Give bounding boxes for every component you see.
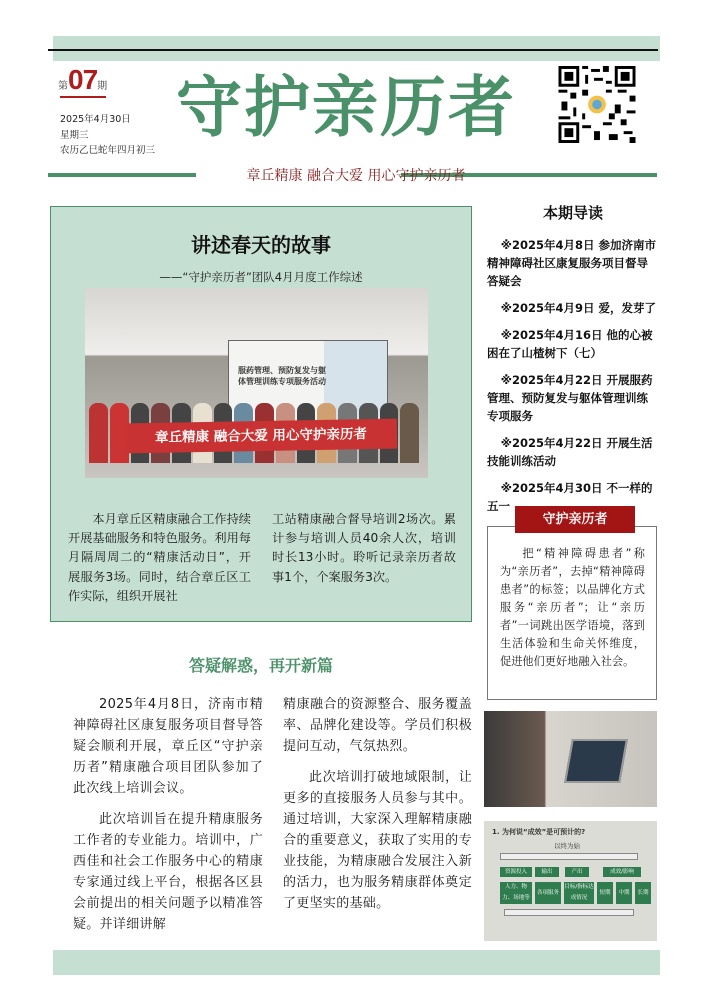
slogan-bar-left — [48, 173, 196, 177]
slide-box: 中期 — [616, 882, 632, 904]
issue-number — [58, 64, 107, 96]
group-photo — [85, 288, 428, 478]
slide-subtitle: 以终为始 — [554, 842, 580, 850]
red-banner: 章丘精康 融合大爱 用心守护亲历者 — [125, 419, 397, 454]
slogan: 章丘精康 融合大爱 用心守护亲历者 — [246, 168, 466, 184]
slide-box: 各项服务 — [535, 882, 561, 904]
lunar-date: 农历乙巳蛇年四月初三 — [60, 145, 156, 156]
definition-box — [487, 526, 657, 700]
article-paragraph: 2025年4月8日，济南市精神障碍社区康复服务项目督导答疑会顺利开展，章丘区“守护亲历者”精康融合项目团队参加了此次线上培训会议。 — [73, 697, 263, 796]
issue-underline — [60, 96, 106, 98]
lead-col-2: 工站精康融合督导培训2场次。累计参与培训人员40余人次，培训时长13小时。聆听记录亲历者故事1个，个案服务3次。 — [272, 512, 456, 584]
slide-box: 短期 — [597, 882, 613, 904]
article-paragraph: 此次培训旨在提升精康服务工作者的专业能力。培训中，广西佳和社会工作服务中心的精康专家通过线上平台，根据各区县会前提出的相关问题予以精准答疑。并详细讲解 — [73, 812, 263, 932]
arrow-left — [500, 853, 638, 860]
toc-item[interactable]: ※2025年4月9日 爱，发芽了 — [500, 301, 656, 315]
top-divider — [48, 49, 658, 51]
training-slide-photo — [484, 821, 657, 941]
qr-code-icon — [558, 66, 636, 143]
lead-col-1: 本月章丘区精康融合工作持续开展基础服务和特色服务。利用每月隔周周二的“精康活动日”，开展服务3场。同时，结合章丘区工作实际，组织开展社 — [68, 512, 251, 603]
laptop — [564, 739, 628, 783]
article-col-2 — [283, 694, 472, 924]
toc-item[interactable]: ※2025年4月22日 开展生活技能训练活动 — [487, 436, 653, 468]
masthead-title: 守护亲历者 — [176, 69, 516, 146]
article-col-1 — [73, 694, 263, 945]
toc-item[interactable]: ※2025年4月16日 他的心被困在了山楂树下（七） — [487, 328, 653, 360]
online-training-photo — [484, 711, 657, 807]
screen-text: 服药管理、预防复发与躯体管理训练专项服务活动 — [238, 366, 326, 386]
date: 2025年4月30日 — [60, 114, 131, 125]
article-paragraph: 此次培训打破地域限制，让更多的直接服务人员参与其中。通过培训，大家深入理解精康融合的重要意义，获取了实用的专业技能，为精康融合发展注入新的活力，也为服务精康群体奠定了更坚实的基础。 — [283, 770, 472, 911]
issue-num: 07 — [68, 64, 98, 95]
slide-box: 产出 — [565, 867, 589, 877]
slide-box: 资源投入 — [500, 867, 532, 877]
article-title: 答疑解惑，再开新篇 — [188, 656, 333, 675]
article-paragraph: 精康融合的资源整合、服务覆盖率、品牌化建设等。学员们积极提问互动，气氛热烈。 — [283, 697, 472, 754]
toc-list — [487, 236, 659, 524]
lead-subtitle: ——“守护亲历者”团队4月月度工作综述 — [159, 270, 363, 284]
slide-box: 成效/影响 — [603, 867, 641, 877]
weekday: 星期三 — [60, 130, 89, 141]
definition-label: 守护亲历者 — [515, 506, 635, 533]
toc-item[interactable]: ※2025年4月30日 不一样的五一 — [487, 481, 653, 513]
slide-box: 输出 — [535, 867, 559, 877]
definition-text: 把“精神障碍患者”称为“亲历者”，去掉“精神障碍患者”的标签；以品牌化方式服务“亲历者”；让“亲历者”一词跳出医学语境，落到生活体验和生命关怀维度，促进他们更好地融入社会。 — [500, 547, 645, 668]
toc-item[interactable]: ※2025年4月8日 参加济南市精神障碍社区康复服务项目督导答疑会 — [487, 238, 656, 288]
toc-title: 本期导读 — [542, 204, 603, 222]
bottom-decor-bar — [53, 950, 660, 975]
lead-story-box — [50, 206, 472, 622]
lead-title: 讲述春天的故事 — [191, 233, 331, 257]
slide-box: 人力、物力、场地等 — [500, 882, 532, 904]
slide-box: 长期 — [635, 882, 651, 904]
issue-prefix: 第 — [58, 81, 68, 92]
toc-item[interactable]: ※2025年4月22日 开展服药管理、预防复发与躯体管理训练专项服务 — [487, 373, 653, 423]
slide-box: 目标/指标达成情况 — [564, 882, 594, 904]
arrow-right — [504, 909, 634, 916]
slide-title: 1. 为何说“成效”是可预计的? — [492, 828, 586, 836]
issue-suffix: 期 — [97, 81, 108, 92]
